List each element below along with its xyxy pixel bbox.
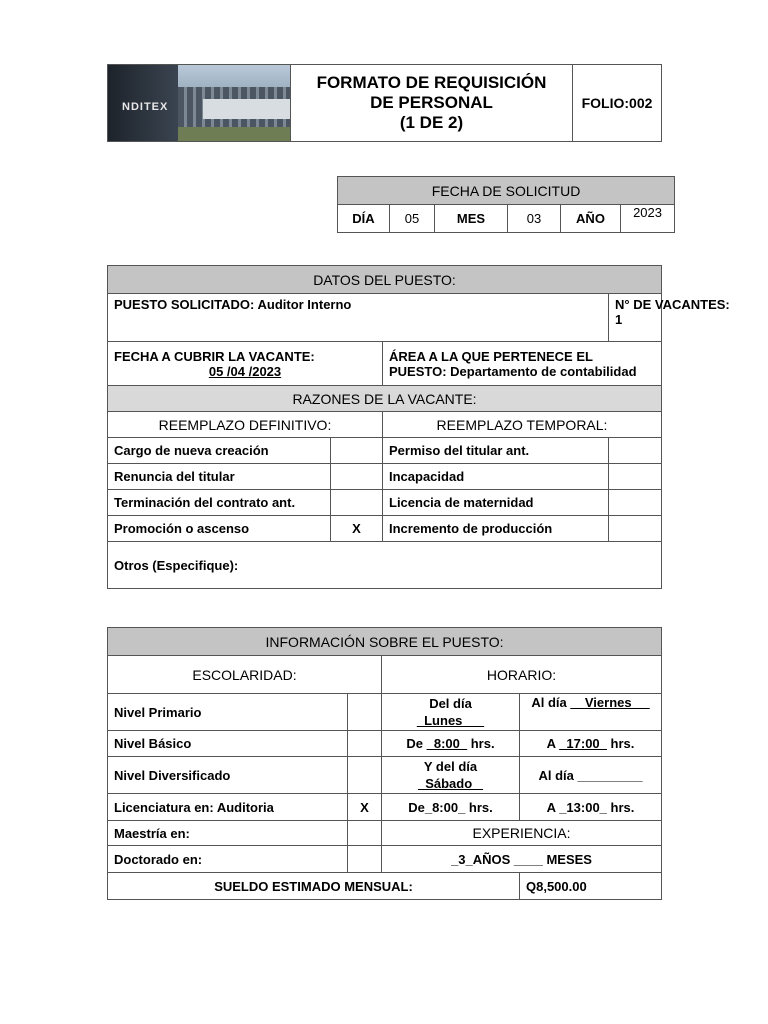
anio-value[interactable]: 2023	[621, 205, 675, 233]
razon-definitiva-label: Renuncia del titular	[108, 464, 331, 490]
nivel-diversificado: Nivel Diversificado	[108, 757, 348, 794]
nivel-basico-mark[interactable]	[348, 731, 382, 757]
de-hora-2: De_8:00_ hrs.	[382, 794, 520, 821]
datos-puesto-table	[107, 265, 730, 589]
razones-heading: RAZONES DE LA VACANTE:	[108, 386, 662, 412]
razon-definitiva-mark[interactable]: X	[331, 516, 383, 542]
vacantes-value: 1	[615, 312, 623, 327]
al-dia-2: Al día _________	[520, 757, 662, 794]
razon-definitiva-label: Promoción o ascenso	[108, 516, 331, 542]
fecha-cubrir-cell: FECHA A CUBRIR LA VACANTE: 05 /04 /2023	[108, 342, 383, 386]
maestria: Maestría en:	[108, 821, 348, 846]
razon-temporal-mark[interactable]	[609, 464, 662, 490]
escolaridad-heading: ESCOLARIDAD:	[108, 656, 382, 694]
experiencia-heading: EXPERIENCIA:	[382, 821, 662, 846]
licenciatura: Licenciatura en: Auditoria	[108, 794, 348, 821]
razon-temporal-label: Incremento de producción	[383, 516, 609, 542]
nivel-primario-mark[interactable]	[348, 694, 382, 731]
razon-definitiva-mark[interactable]	[331, 438, 383, 464]
y-del-dia-value: _Sábado _	[417, 776, 484, 791]
al-dia-value: __Viernes __	[570, 695, 650, 710]
otros-especifique[interactable]: Otros (Especifique):	[108, 542, 662, 589]
definitivo-heading: REEMPLAZO DEFINITIVO:	[108, 412, 383, 438]
info-puesto-table	[107, 627, 662, 900]
y-del-dia-cell: Y del día _Sábado _	[382, 757, 520, 794]
razon-definitiva-mark[interactable]	[331, 464, 383, 490]
folio-number: FOLIO:002	[573, 65, 662, 142]
mes-value[interactable]: 03	[508, 205, 561, 233]
sueldo-label: SUELDO ESTIMADO MENSUAL:	[108, 873, 520, 900]
dia-value[interactable]: 05	[390, 205, 435, 233]
form-title: FORMATO DE REQUISICIÓN DE PERSONAL (1 DE 2)	[291, 65, 573, 142]
razon-definitiva-label: Cargo de nueva creación	[108, 438, 331, 464]
razon-temporal-label: Incapacidad	[383, 464, 609, 490]
al-dia-cell: Al día __Viernes __	[520, 694, 662, 731]
razon-temporal-label: Permiso del titular ant.	[383, 438, 609, 464]
sueldo-value[interactable]: Q8,500.00	[520, 873, 662, 900]
company-logo	[108, 65, 291, 142]
licenciatura-mark[interactable]: X	[348, 794, 382, 821]
razon-temporal-mark[interactable]	[609, 438, 662, 464]
vacantes-cell: N° DE VACANTES: 1	[609, 294, 662, 342]
razon-temporal-mark[interactable]	[609, 516, 662, 542]
maestria-mark[interactable]	[348, 821, 382, 846]
fecha-solicitud-table	[337, 176, 675, 233]
horario-heading: HORARIO:	[382, 656, 662, 694]
mes-label: MES	[435, 205, 508, 233]
del-dia-cell: Del día _Lunes___	[382, 694, 520, 731]
nivel-primario: Nivel Primario	[108, 694, 348, 731]
nivel-diversificado-mark[interactable]	[348, 757, 382, 794]
experiencia-value: _3_AÑOS ____ MESES	[382, 846, 662, 873]
temporal-heading: REEMPLAZO TEMPORAL:	[383, 412, 662, 438]
razon-temporal-label: Licencia de maternidad	[383, 490, 609, 516]
puesto-solicitado: PUESTO SOLICITADO: Auditor Interno	[108, 294, 609, 342]
del-dia-value: _Lunes___	[416, 713, 485, 728]
fecha-cubrir-value: 05 /04 /2023	[208, 363, 282, 379]
doctorado-mark[interactable]	[348, 846, 382, 873]
header-table	[107, 64, 662, 142]
fecha-heading: FECHA DE SOLICITUD	[338, 177, 675, 205]
a-hora-2: A _13:00_ hrs.	[520, 794, 662, 821]
doctorado: Doctorado en:	[108, 846, 348, 873]
razon-temporal-mark[interactable]	[609, 490, 662, 516]
info-heading: INFORMACIÓN SOBRE EL PUESTO:	[108, 628, 662, 656]
de-hora-1: De _8:00_ hrs.	[382, 731, 520, 757]
razon-definitiva-mark[interactable]	[331, 490, 383, 516]
a-hora-1: A _17:00_ hrs.	[520, 731, 662, 757]
logo-text: NDITEX	[122, 101, 169, 113]
nivel-basico: Nivel Básico	[108, 731, 348, 757]
dia-label: DÍA	[338, 205, 390, 233]
razon-definitiva-label: Terminación del contrato ant.	[108, 490, 331, 516]
anio-label: AÑO	[561, 205, 621, 233]
datos-heading: DATOS DEL PUESTO:	[108, 266, 662, 294]
area-cell: ÁREA A LA QUE PERTENECE EL PUESTO: Departamento de contabilidad	[383, 342, 662, 386]
